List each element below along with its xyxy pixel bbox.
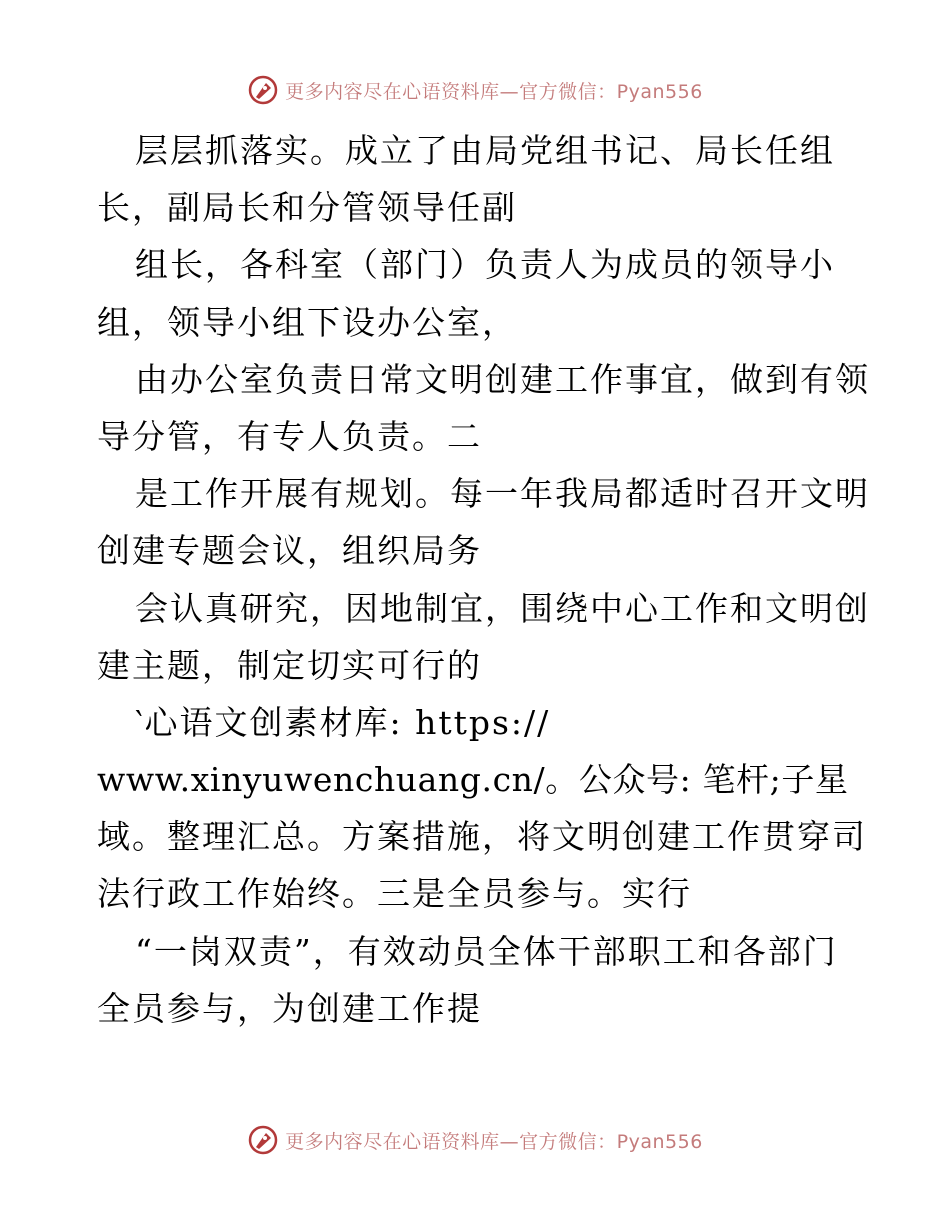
text-line: 导分管，有专人负责。二	[97, 416, 482, 456]
text-line: 建主题，制定切实可行的	[97, 645, 482, 685]
text-line: 会认真研究，因地制宜，围绕中心工作和文明创	[135, 588, 870, 628]
text-line: 创建专题会议，组织局务	[97, 531, 482, 571]
text-line: 域。整理汇总。方案措施，将文明创建工作贯穿司	[97, 817, 867, 857]
text-line: 全员参与，为创建工作提	[97, 988, 482, 1028]
text-line: 组长，各科室（部门）负责人为成员的领导小	[135, 245, 835, 285]
footer-watermark	[0, 1120, 950, 1160]
watermark-text: 更多内容尽在心语资料库—官方微信：Pyan556	[285, 80, 703, 103]
text-line: ‵心语文创素材库: https://	[135, 702, 551, 742]
text-line-url: www.xinyuwenchuang.cn/。公众号: 笔杆;子星	[97, 760, 849, 800]
text-line: 组，领导小组下设办公室，	[97, 302, 517, 342]
text-line: 由办公室负责日常文明创建工作事宜，做到有领	[135, 359, 870, 399]
text-line: 是工作开展有规划。每一年我局都适时召开文明	[135, 474, 870, 514]
text-line: 长，副局长和分管领导任副	[97, 188, 517, 228]
pen-nib-icon	[247, 1124, 279, 1156]
pen-nib-icon	[247, 74, 279, 106]
text-line: “一岗双责”，有效动员全体干部职工和各部门	[135, 931, 838, 971]
header-watermark	[0, 70, 950, 110]
text-line: 法行政工作始终。三是全员参与。实行	[97, 874, 692, 914]
watermark-text: 更多内容尽在心语资料库—官方微信：Pyan556	[285, 1130, 703, 1153]
document-body	[97, 122, 870, 1037]
text-line: 层层抓落实。成立了由局党组书记、局长任组	[135, 131, 835, 170]
